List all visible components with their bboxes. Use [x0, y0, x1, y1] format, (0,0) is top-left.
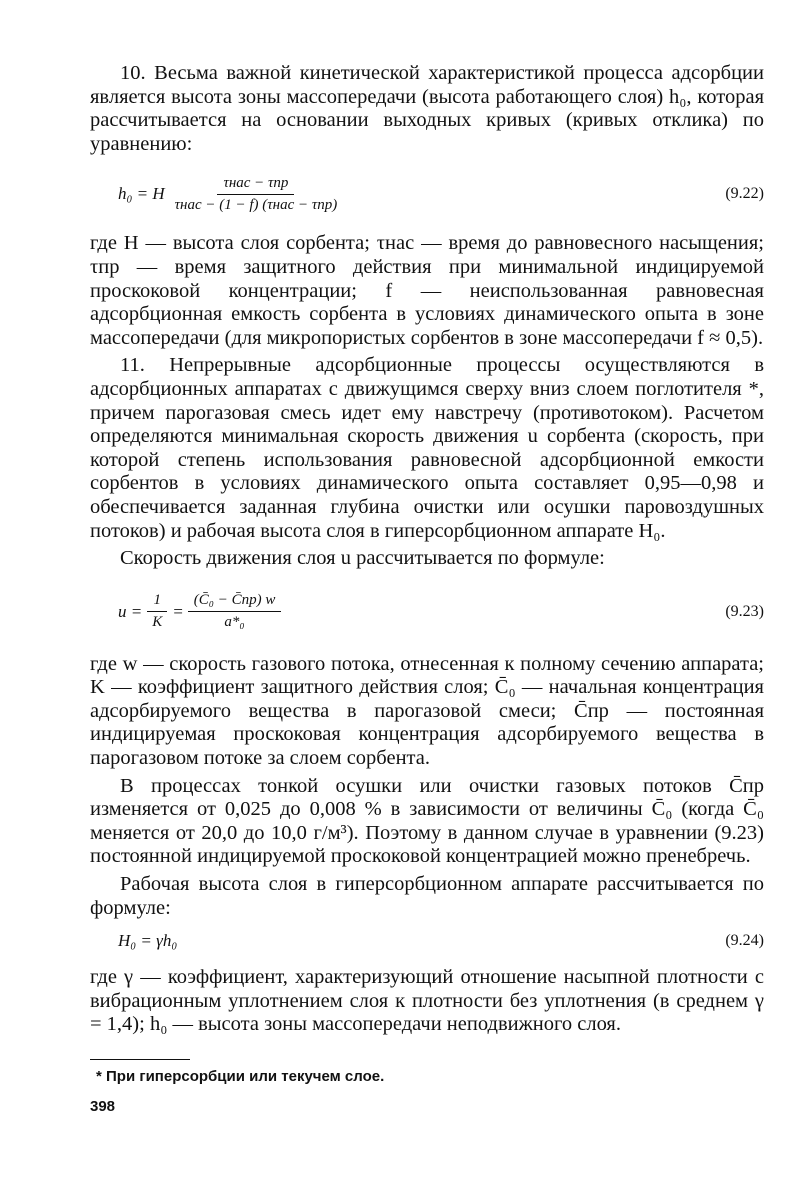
eq923-frac1-num: 1	[147, 592, 167, 612]
eq923-frac1-den: K	[152, 614, 163, 631]
eq922-numerator: τнас − τпр	[217, 175, 294, 195]
paragraph-gamma: где γ — коэффициент, характеризующий отношение насыпной плотности с вибрационным уплотнением слоя к плотности без уплотнения (в среднем γ = 1,4); h₀ — высота зоны массопередачи неподвижного слоя.	[90, 966, 764, 1036]
page-content	[90, 62, 764, 1115]
equation-9-22	[90, 166, 764, 222]
paragraph-10: 10. Весьма важной кинетической характеристикой процесса адсорбции является высота зоны массопередачи (высота работающего слоя) h₀, которая рассчитывается на основании выходных кривых (кривых отклика) по уравнению:	[90, 62, 764, 155]
eq922-number: (9.22)	[725, 185, 764, 203]
equation-9-24	[90, 926, 764, 956]
footnote: * При гиперсорбции или текучем слое.	[96, 1068, 385, 1085]
eq923-lhs: u =	[118, 601, 143, 621]
paragraph-speed: Скорость движения слоя u рассчитывается по формуле:	[120, 547, 605, 570]
footnote-rule	[90, 1059, 190, 1060]
paragraph-speed-where: где w — скорость газового потока, отнесенная к полному сечению аппарата; K — коэффициент защитного действия слоя; C̄₀ — начальная концентрация адсорбируемого вещества в парогазовой смеси; C̄пр — постоянная индицируемая проскоковая концентрация адсорбируемого вещества в парогазовом потоке за слоем сорбента.	[90, 652, 764, 770]
paragraph-fine-drying: В процессах тонкой осушки или очистки газовых потоков C̄пр изменяется от 0,025 до 0,008 % в зависимости от величины C̄₀ (когда C̄₀ меняется от 20,0 до 10,0 г/м³). Поэтому в данном случае в уравнении (9.23) постоянной индицируемой проскоковой концентрацией можно пренебречь.	[90, 774, 764, 868]
paragraph-10-where: где H — высота слоя сорбента; τнас — время до равновесного насыщения; τпр — время защитного действия при минимальной индицируемой проскоковой концентрации; f — неиспользованная равновесная адсорбционная емкость сорбента в условиях динамического опыта в зоне массопередачи (для микропористых сорбентов в зоне массопередачи f ≈ 0,5).	[90, 232, 764, 349]
eq924-number: (9.24)	[725, 932, 764, 950]
eq922-denominator: τнас − (1 − f) (τнас − τпр)	[174, 196, 338, 213]
equation-9-23	[90, 581, 764, 643]
paragraph-working-height: Рабочая высота слоя в гиперсорбционном аппарате рассчитывается по формуле:	[90, 873, 764, 919]
eq923-denominator: a*₀	[224, 614, 245, 631]
eq923-equals: =	[172, 601, 184, 621]
page-number: 398	[90, 1098, 116, 1115]
eq923-number: (9.23)	[725, 602, 764, 620]
eq923-numerator: (C̄₀ − C̄пр) w	[188, 592, 282, 612]
paragraph-11: 11. Непрерывные адсорбционные процессы осуществляются в адсорбционных аппаратах с движущимся сверху вниз слоем поглотителя *, причем парогазовая смесь идет ему навстречу (противотоком). Расчетом определяются минимальная скорость движения u сорбента (скорость, при которой степень использования равновесной адсорбционной емкости сорбентов в условиях динамического опыта составляет 0,95—0,98 и обеспечивается заданная глубина очистки или осушки паровоздушных потоков) и рабочая высота слоя в гиперсорбционном аппарате H₀.	[90, 354, 764, 542]
eq922-lhs: h₀ = H	[118, 184, 165, 204]
eq924-body: H₀ = γh₀	[118, 931, 178, 951]
